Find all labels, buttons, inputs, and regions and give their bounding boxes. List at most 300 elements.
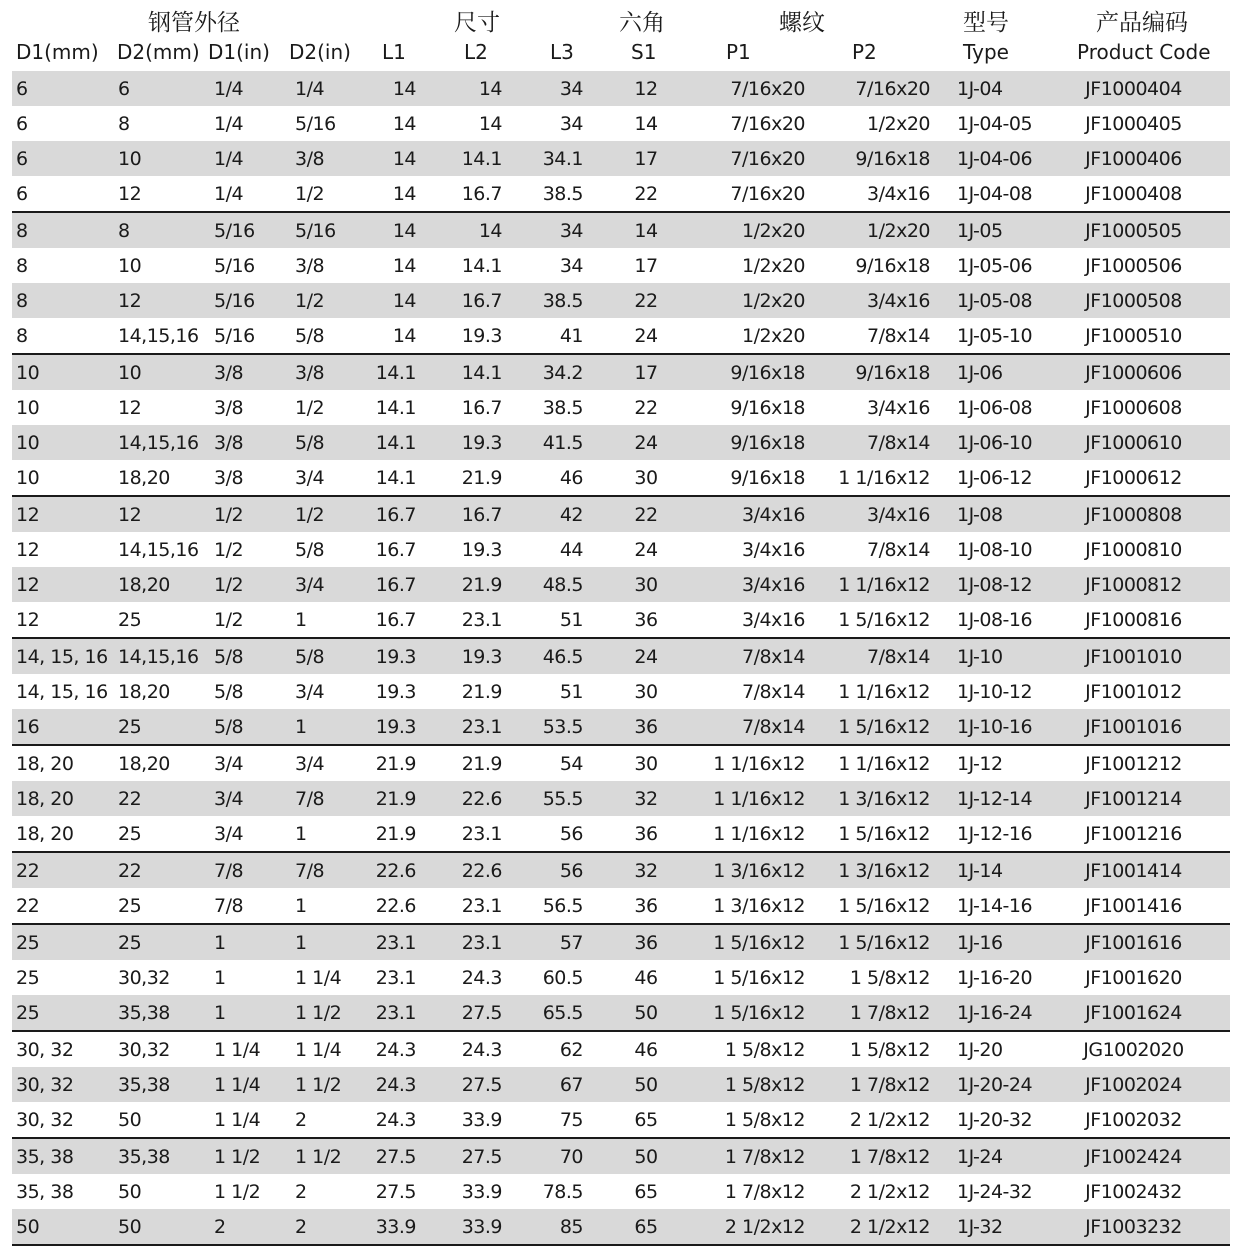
cell-d1in: 1/2 [188, 567, 268, 602]
cell-p1: 1 7/8x12 [692, 1138, 817, 1174]
cell-type: 1J-04-08 [957, 182, 1033, 205]
cell-l2: 21.9 [461, 680, 502, 703]
cell-l1: 22.6 [375, 894, 416, 917]
cell-p1: 1 5/8x12 [692, 1067, 817, 1102]
cell-type: 1J-24-32 [957, 1180, 1033, 1203]
cell-p1: 1 5/8x12 [692, 1031, 817, 1067]
cell-code: JF1002424 [1037, 1138, 1230, 1174]
cell-s1: 30 [634, 466, 658, 489]
cell-type: 1J-10-12 [957, 680, 1033, 703]
cell-l1: 27.5 [375, 1180, 416, 1203]
cell-l3: 38.5 [520, 283, 600, 318]
cell-p2: 1/2x20 [817, 212, 942, 248]
cell-code: JF1002432 [1085, 1180, 1182, 1203]
table-row [12, 532, 1230, 567]
cell-type: 1J-14 [942, 852, 1037, 888]
cell-d2in: 5/16 [295, 112, 336, 135]
cell-p1: 7/16x20 [692, 71, 817, 106]
header-col-product-code: Product Code [1077, 40, 1211, 64]
table-row [12, 212, 1230, 248]
cell-s1: 30 [600, 745, 692, 781]
cell-l1: 21.9 [375, 822, 416, 845]
cell-l3: 41.5 [520, 425, 600, 460]
cell-d2mm: 50 [118, 1180, 142, 1203]
cell-l2: 27.5 [434, 1138, 520, 1174]
cell-d1in: 3/8 [188, 354, 268, 390]
cell-s1: 22 [600, 283, 692, 318]
cell-s1: 22 [634, 182, 658, 205]
cell-code: JF1001416 [1085, 894, 1182, 917]
cell-p1: 1 1/16x12 [713, 822, 805, 845]
cell-d1in: 1 [214, 966, 226, 989]
cell-l3: 65.5 [520, 995, 600, 1031]
cell-d1in: 1/4 [214, 112, 244, 135]
table-row [12, 1174, 1230, 1209]
cell-d1in: 1 1/2 [214, 1180, 261, 1203]
cell-l2: 14.1 [434, 354, 520, 390]
table-row [12, 496, 1230, 532]
cell-d1in: 1/4 [188, 71, 268, 106]
header-col-p1: P1 [726, 40, 751, 64]
cell-s1: 17 [600, 354, 692, 390]
cell-d2in: 7/8 [268, 781, 348, 816]
cell-d2mm: 35,38 [102, 1067, 188, 1102]
cell-p1: 1 5/16x12 [692, 924, 817, 960]
cell-code: JF1000812 [1037, 567, 1230, 602]
cell-p2: 3/4x16 [867, 182, 930, 205]
cell-p2: 1 1/16x12 [838, 680, 930, 703]
cell-s1: 24 [600, 425, 692, 460]
cell-d1mm: 10 [12, 354, 102, 390]
cell-l2: 14 [434, 212, 520, 248]
cell-d1mm: 6 [16, 112, 28, 135]
cell-d2in: 5/16 [268, 212, 348, 248]
cell-d1mm: 18, 20 [12, 781, 102, 816]
cell-code: JF1001010 [1037, 638, 1230, 674]
cell-type: 1J-16-24 [942, 995, 1037, 1031]
cell-l3: 56.5 [542, 894, 583, 917]
cell-l3: 53.5 [520, 709, 600, 745]
cell-type: 1J-20-24 [942, 1067, 1037, 1102]
cell-d1mm: 8 [12, 212, 102, 248]
cell-d2in: 3/8 [295, 254, 325, 277]
cell-p2: 1 5/8x12 [817, 1031, 942, 1067]
cell-d1in: 3/4 [188, 781, 268, 816]
cell-type: 1J-06-10 [942, 425, 1037, 460]
cell-p2: 2 1/2x12 [817, 1209, 942, 1245]
cell-d1mm: 30, 32 [16, 1108, 74, 1131]
cell-d1in: 5/8 [214, 680, 244, 703]
cell-p2: 1 5/16x12 [838, 822, 930, 845]
cell-l2: 16.7 [461, 182, 502, 205]
cell-d2mm: 30,32 [102, 1031, 188, 1067]
cell-d2in: 1/4 [268, 71, 348, 106]
cell-code: JF1001012 [1085, 680, 1182, 703]
cell-l1: 14.1 [375, 396, 416, 419]
cell-p1: 2 1/2x12 [692, 1209, 817, 1245]
cell-p1: 9/16x18 [730, 396, 805, 419]
table-header [0, 0, 1240, 70]
cell-d1in: 3/8 [214, 396, 244, 419]
cell-d2mm: 12 [102, 496, 188, 532]
cell-code: JF1000608 [1085, 396, 1182, 419]
cell-type: 1J-08 [942, 496, 1037, 532]
cell-d1mm: 8 [12, 283, 102, 318]
cell-d1mm: 25 [12, 995, 102, 1031]
cell-d2mm: 25 [118, 608, 142, 631]
cell-p2: 7/8x14 [817, 425, 942, 460]
cell-l1: 14 [392, 182, 416, 205]
cell-l1: 19.3 [348, 638, 434, 674]
cell-l3: 46 [559, 466, 583, 489]
cell-d1in: 1 [188, 995, 268, 1031]
cell-d1mm: 35, 38 [16, 1180, 74, 1203]
cell-d2in: 5/8 [295, 324, 325, 347]
cell-d1mm: 12 [16, 538, 40, 561]
cell-d2in: 1 [295, 894, 307, 917]
cell-p2: 1 5/16x12 [838, 608, 930, 631]
cell-d1in: 5/16 [214, 324, 255, 347]
cell-d1mm: 8 [16, 324, 28, 347]
cell-d2mm: 18,20 [118, 680, 170, 703]
cell-s1: 22 [634, 396, 658, 419]
cell-l2: 33.9 [461, 1108, 502, 1131]
header-group-tube-od: 钢管外径 [148, 10, 240, 36]
cell-d2in: 1 1/2 [268, 995, 348, 1031]
cell-l3: 51 [559, 680, 583, 703]
cell-l2: 19.3 [434, 638, 520, 674]
cell-type: 1J-04-05 [957, 112, 1033, 135]
cell-code: JF1001016 [1037, 709, 1230, 745]
cell-code: JF1001216 [1085, 822, 1182, 845]
cell-l3: 44 [559, 538, 583, 561]
cell-code: JF1001214 [1037, 781, 1230, 816]
cell-p1: 7/16x20 [730, 112, 805, 135]
cell-p1: 3/4x16 [692, 496, 817, 532]
cell-d2mm: 14,15,16 [102, 425, 188, 460]
cell-d1mm: 12 [12, 496, 102, 532]
cell-d1mm: 8 [16, 254, 28, 277]
cell-l3: 57 [520, 924, 600, 960]
table-row [12, 567, 1230, 602]
cell-p1: 3/4x16 [742, 608, 805, 631]
cell-d1mm: 6 [12, 141, 102, 176]
cell-p1: 1 7/8x12 [724, 1180, 805, 1203]
cell-d1mm: 12 [16, 608, 40, 631]
cell-d2in: 1 [295, 608, 307, 631]
cell-p1: 1 1/16x12 [692, 745, 817, 781]
cell-code: JF1001414 [1037, 852, 1230, 888]
cell-code: JF1000404 [1037, 71, 1230, 106]
cell-d1in: 7/8 [214, 894, 244, 917]
cell-l1: 16.7 [375, 608, 416, 631]
cell-l2: 27.5 [434, 995, 520, 1031]
cell-type: 1J-06-08 [957, 396, 1033, 419]
cell-d1in: 1 1/4 [188, 1067, 268, 1102]
header-col-p2: P2 [852, 40, 877, 64]
cell-p2: 1 3/16x12 [817, 852, 942, 888]
cell-d1mm: 30, 32 [12, 1067, 102, 1102]
cell-d1mm: 22 [16, 894, 40, 917]
cell-d1mm: 6 [16, 182, 28, 205]
header-col-d1in: D1(in) [208, 40, 270, 64]
cell-type: 1J-06-12 [957, 466, 1033, 489]
cell-d2mm: 14,15,16 [118, 324, 199, 347]
cell-d2mm: 14,15,16 [118, 538, 199, 561]
header-group-thread: 螺纹 [779, 10, 825, 36]
cell-l1: 16.7 [348, 567, 434, 602]
cell-code: JF1000406 [1037, 141, 1230, 176]
cell-d2mm: 10 [118, 254, 142, 277]
cell-l3: 70 [520, 1138, 600, 1174]
cell-code: JF1000610 [1037, 425, 1230, 460]
cell-p2: 2 1/2x12 [849, 1180, 930, 1203]
table-row [12, 141, 1230, 176]
cell-code: JG1002020 [1037, 1031, 1230, 1067]
cell-l2: 16.7 [434, 496, 520, 532]
cell-s1: 36 [634, 894, 658, 917]
table-row [12, 602, 1230, 638]
cell-l2: 14.1 [461, 254, 502, 277]
cell-d2mm: 35,38 [102, 995, 188, 1031]
table-row [12, 852, 1230, 888]
cell-l1: 21.9 [348, 781, 434, 816]
cell-d2in: 5/8 [268, 425, 348, 460]
cell-d2mm: 22 [102, 852, 188, 888]
cell-l3: 46.5 [520, 638, 600, 674]
cell-l1: 14 [392, 324, 416, 347]
cell-type: 1J-14-16 [957, 894, 1033, 917]
cell-code: JF1000505 [1037, 212, 1230, 248]
cell-d2in: 3/4 [268, 745, 348, 781]
table-row [12, 816, 1230, 852]
cell-d2in: 1 1/4 [268, 1031, 348, 1067]
cell-p1: 1 3/16x12 [692, 852, 817, 888]
cell-l3: 34 [559, 112, 583, 135]
cell-d2mm: 12 [118, 182, 142, 205]
cell-p1: 1 1/16x12 [692, 781, 817, 816]
cell-s1: 36 [634, 608, 658, 631]
cell-l1: 14.1 [375, 466, 416, 489]
cell-l3: 62 [520, 1031, 600, 1067]
cell-l1: 22.6 [348, 852, 434, 888]
cell-p1: 9/16x18 [730, 466, 805, 489]
cell-type: 1J-05-10 [957, 324, 1033, 347]
cell-l2: 23.1 [434, 709, 520, 745]
table-row [12, 781, 1230, 816]
cell-d2mm: 50 [102, 1209, 188, 1245]
cell-l3: 78.5 [542, 1180, 583, 1203]
table-row [12, 1067, 1230, 1102]
cell-d1mm: 10 [16, 396, 40, 419]
cell-d2mm: 8 [118, 112, 130, 135]
cell-s1: 65 [634, 1108, 658, 1131]
cell-d2mm: 18,20 [118, 466, 170, 489]
cell-type: 1J-10-16 [942, 709, 1037, 745]
cell-l1: 14 [348, 141, 434, 176]
cell-l1: 14 [348, 283, 434, 318]
cell-s1: 36 [600, 709, 692, 745]
cell-type: 1J-04-06 [942, 141, 1037, 176]
cell-d2mm: 22 [102, 781, 188, 816]
cell-l3: 48.5 [520, 567, 600, 602]
cell-s1: 65 [600, 1209, 692, 1245]
cell-l3: 34 [520, 71, 600, 106]
header-col-type: Type [963, 40, 1009, 64]
cell-d2in: 1 [295, 822, 307, 845]
cell-code: JF1002032 [1085, 1108, 1182, 1131]
cell-p2: 7/8x14 [817, 638, 942, 674]
cell-type: 1J-24 [942, 1138, 1037, 1174]
table-row [12, 1209, 1230, 1245]
cell-type: 1J-05-08 [942, 283, 1037, 318]
cell-type: 1J-04 [942, 71, 1037, 106]
cell-p2: 3/4x16 [817, 283, 942, 318]
cell-d2mm: 25 [118, 822, 142, 845]
cell-type: 1J-08-16 [957, 608, 1033, 631]
table-row [12, 354, 1230, 390]
cell-d2mm: 18,20 [102, 745, 188, 781]
cell-d1in: 5/16 [188, 283, 268, 318]
cell-d2in: 1 [268, 709, 348, 745]
cell-p1: 1 3/16x12 [713, 894, 805, 917]
table-row [12, 425, 1230, 460]
cell-d1in: 1 1/4 [214, 1108, 261, 1131]
cell-p2: 9/16x18 [817, 354, 942, 390]
cell-l2: 33.9 [461, 1180, 502, 1203]
cell-d2in: 7/8 [268, 852, 348, 888]
cell-d2in: 2 [295, 1108, 307, 1131]
cell-p2: 1 7/8x12 [817, 995, 942, 1031]
cell-l2: 24.3 [461, 966, 502, 989]
cell-p1: 1 5/8x12 [724, 1108, 805, 1131]
table-row [12, 106, 1230, 141]
table-row [12, 638, 1230, 674]
cell-p1: 3/4x16 [692, 567, 817, 602]
cell-p2: 1 1/16x12 [817, 567, 942, 602]
cell-s1: 50 [600, 1067, 692, 1102]
cell-code: JF1000810 [1085, 538, 1182, 561]
cell-p2: 1 1/16x12 [817, 745, 942, 781]
cell-s1: 46 [634, 966, 658, 989]
cell-p2: 1 5/16x12 [817, 924, 942, 960]
cell-p1: 1 5/16x12 [692, 995, 817, 1031]
cell-type: 1J-12-16 [957, 822, 1033, 845]
cell-d1mm: 22 [12, 852, 102, 888]
cell-d2mm: 25 [102, 709, 188, 745]
cell-l2: 33.9 [434, 1209, 520, 1245]
header-col-l1: L1 [382, 40, 406, 64]
cell-p2: 1 7/8x12 [817, 1067, 942, 1102]
cell-l1: 16.7 [348, 496, 434, 532]
cell-d1mm: 50 [12, 1209, 102, 1245]
cell-d1in: 2 [188, 1209, 268, 1245]
cell-l3: 85 [520, 1209, 600, 1245]
cell-l1: 16.7 [375, 538, 416, 561]
cell-p2: 3/4x16 [867, 396, 930, 419]
cell-s1: 46 [600, 1031, 692, 1067]
header-col-d2in: D2(in) [289, 40, 351, 64]
table-row [12, 283, 1230, 318]
cell-type: 1J-08-12 [942, 567, 1037, 602]
cell-l3: 54 [520, 745, 600, 781]
cell-l1: 14 [392, 254, 416, 277]
cell-d1in: 3/8 [188, 425, 268, 460]
cell-l2: 21.9 [461, 466, 502, 489]
cell-d2mm: 14,15,16 [102, 638, 188, 674]
header-group-dimensions: 尺寸 [454, 10, 500, 36]
cell-d1mm: 30, 32 [12, 1031, 102, 1067]
cell-s1: 36 [634, 822, 658, 845]
cell-s1: 12 [600, 71, 692, 106]
cell-s1: 65 [634, 1180, 658, 1203]
cell-p2: 1 7/8x12 [817, 1138, 942, 1174]
cell-l2: 19.3 [461, 324, 502, 347]
table-row [12, 995, 1230, 1031]
cell-p1: 7/8x14 [742, 680, 805, 703]
cell-code: JF1001620 [1085, 966, 1182, 989]
cell-d2mm: 10 [102, 354, 188, 390]
cell-l2: 27.5 [434, 1067, 520, 1102]
cell-l1: 24.3 [348, 1031, 434, 1067]
cell-d1mm: 14, 15, 16 [12, 638, 102, 674]
cell-p2: 7/16x20 [817, 71, 942, 106]
table-row [12, 176, 1230, 212]
cell-p2: 9/16x18 [817, 141, 942, 176]
cell-p1: 7/8x14 [692, 709, 817, 745]
cell-l2: 23.1 [461, 608, 502, 631]
cell-type: 1J-06 [942, 354, 1037, 390]
cell-s1: 50 [600, 995, 692, 1031]
cell-d2in: 3/8 [268, 141, 348, 176]
cell-l1: 27.5 [348, 1138, 434, 1174]
cell-l1: 14 [348, 71, 434, 106]
cell-d1in: 7/8 [188, 852, 268, 888]
cell-d1in: 1 [188, 924, 268, 960]
table-row [12, 674, 1230, 709]
cell-p2: 1 1/16x12 [838, 466, 930, 489]
cell-p1: 9/16x18 [692, 354, 817, 390]
cell-code: JF1000612 [1085, 466, 1182, 489]
cell-l3: 34 [559, 254, 583, 277]
cell-type: 1J-12-14 [942, 781, 1037, 816]
cell-s1: 17 [600, 141, 692, 176]
cell-code: JF1002024 [1037, 1067, 1230, 1102]
cell-d1mm: 14, 15, 16 [16, 680, 108, 703]
cell-p1: 9/16x18 [692, 425, 817, 460]
cell-d2in: 1/2 [268, 496, 348, 532]
cell-p2: 3/4x16 [817, 496, 942, 532]
cell-l2: 21.9 [434, 745, 520, 781]
cell-code: JF1000816 [1085, 608, 1182, 631]
cell-d1in: 3/4 [188, 745, 268, 781]
cell-l1: 14.1 [348, 425, 434, 460]
cell-d2mm: 18,20 [102, 567, 188, 602]
cell-l1: 33.9 [348, 1209, 434, 1245]
cell-d2mm: 12 [102, 283, 188, 318]
cell-type: 1J-16 [942, 924, 1037, 960]
cell-d2mm: 35,38 [102, 1138, 188, 1174]
cell-d1in: 5/16 [188, 212, 268, 248]
table-row [12, 888, 1230, 924]
cell-p2: 1/2x20 [867, 112, 930, 135]
cell-s1: 24 [634, 538, 658, 561]
cell-type: 1J-10 [942, 638, 1037, 674]
cell-d1in: 5/16 [214, 254, 255, 277]
cell-type: 1J-20-32 [957, 1108, 1033, 1131]
cell-d2in: 1 1/2 [268, 1138, 348, 1174]
cell-code: JF1000510 [1085, 324, 1182, 347]
